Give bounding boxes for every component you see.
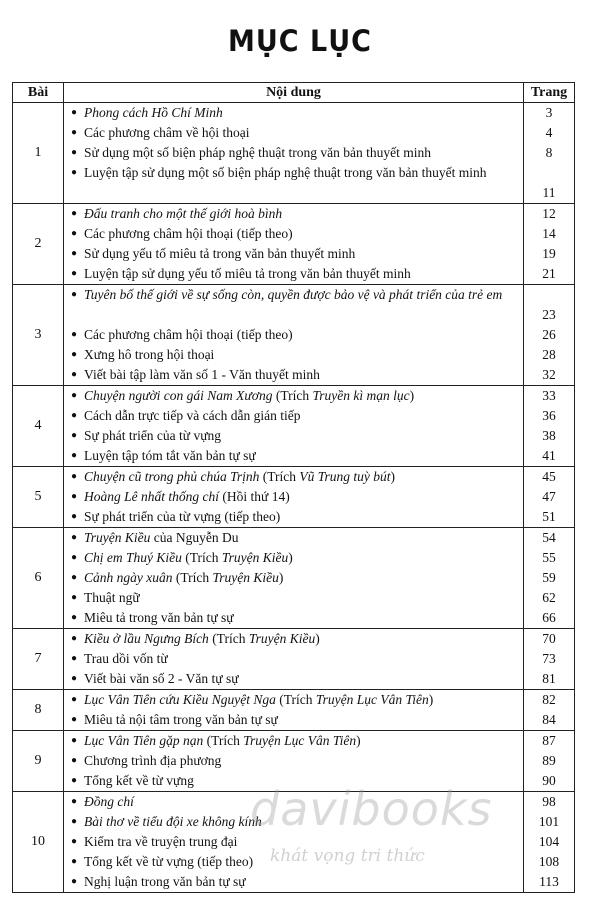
item-text xyxy=(84,386,523,406)
item-title: Truyện Kiều xyxy=(221,550,289,565)
table-row xyxy=(13,386,575,467)
lesson-number: 8 xyxy=(13,690,64,731)
lesson-number: 2 xyxy=(13,204,64,285)
list-item xyxy=(64,669,523,689)
page-number: 51 xyxy=(542,509,556,524)
lesson-number: 9 xyxy=(13,731,64,792)
list-item xyxy=(64,325,523,345)
item-title: Chuyện cũ trong phủ chúa Trịnh xyxy=(84,469,260,484)
item-text-part: (Trích xyxy=(275,692,316,707)
item-text-part: Viết bài tập làm văn số 1 - Văn thuyết minh xyxy=(84,367,320,382)
page-number: 89 xyxy=(542,753,556,768)
bullet-icon: ● xyxy=(70,735,78,746)
list-item xyxy=(64,224,523,244)
item-text xyxy=(84,507,523,527)
page-number: 21 xyxy=(542,266,556,281)
bullet-icon: ● xyxy=(70,836,78,847)
item-text-part: ) xyxy=(390,469,396,484)
bullet-icon: ● xyxy=(70,796,78,807)
page-number: 84 xyxy=(542,712,556,727)
bullet-icon: ● xyxy=(70,329,78,340)
item-title: Truyền kì mạn lục xyxy=(312,388,410,403)
lesson-pages xyxy=(524,690,575,731)
list-item xyxy=(64,528,523,548)
item-text-part: Xưng hô trong hội thoại xyxy=(84,347,215,362)
list-item xyxy=(64,649,523,669)
lesson-pages xyxy=(524,528,575,629)
bullet-icon: ● xyxy=(70,491,78,502)
lesson-contents xyxy=(64,285,524,386)
page-number: 47 xyxy=(542,489,556,504)
item-text xyxy=(84,244,523,264)
item-text xyxy=(84,123,523,143)
item-text xyxy=(84,163,523,203)
item-text-part: ) xyxy=(278,570,284,585)
list-item xyxy=(64,365,523,385)
list-item xyxy=(64,608,523,628)
page-number: 98 xyxy=(542,794,556,809)
item-title: Vũ Trung tuỳ bút xyxy=(299,469,391,484)
item-title: Truyện Lục Vân Tiên xyxy=(315,692,429,707)
list-item xyxy=(64,285,523,325)
item-text xyxy=(84,710,523,730)
item-title: Chị em Thuý Kiều xyxy=(84,550,182,565)
page-number: 4 xyxy=(545,125,553,140)
bullet-icon: ● xyxy=(70,816,78,827)
table-header-row xyxy=(13,83,575,103)
bullet-icon: ● xyxy=(70,147,78,158)
bullet-icon: ● xyxy=(70,673,78,684)
lesson-contents xyxy=(64,528,524,629)
bullet-icon: ● xyxy=(70,390,78,401)
item-title: Chuyện người con gái Nam Xương xyxy=(84,388,273,403)
page-number: 54 xyxy=(542,530,556,545)
list-item xyxy=(64,345,523,365)
lesson-contents xyxy=(64,386,524,467)
watermark-slogan: khát vọng tri thức xyxy=(270,846,425,866)
list-item xyxy=(64,163,523,203)
item-text-part: Các phương châm về hội thoại xyxy=(84,125,250,140)
bullet-icon: ● xyxy=(70,876,78,887)
item-text-part: Nghị luận trong văn bản tự sự xyxy=(84,874,246,889)
item-text-part: Tổng kết về từ vựng xyxy=(84,773,194,788)
bullet-icon: ● xyxy=(70,694,78,705)
item-text-part: Sự phát triển của từ vựng (tiếp theo) xyxy=(84,509,281,524)
item-text-part: (Trích xyxy=(259,469,300,484)
item-text xyxy=(84,406,523,426)
page-number: 70 xyxy=(542,631,556,646)
bullet-icon: ● xyxy=(70,511,78,522)
item-text xyxy=(84,224,523,244)
bullet-icon: ● xyxy=(70,349,78,360)
item-text xyxy=(84,325,523,345)
item-text xyxy=(84,285,523,325)
item-text-part: Viết bài văn số 2 - Văn tự sự xyxy=(84,671,239,686)
page-number: 45 xyxy=(542,469,556,484)
item-text xyxy=(84,204,523,224)
item-title: Kiều ở lầu Ngưng Bích xyxy=(84,631,209,646)
table-row xyxy=(13,528,575,629)
header-lesson: Bài xyxy=(13,83,64,103)
bullet-icon: ● xyxy=(70,755,78,766)
page-number: 41 xyxy=(542,448,556,463)
list-item xyxy=(64,244,523,264)
bullet-icon: ● xyxy=(70,228,78,239)
bullet-icon: ● xyxy=(70,248,78,259)
lesson-contents xyxy=(64,690,524,731)
table-row xyxy=(13,103,575,204)
item-text-part: Luyện tập sử dụng yếu tố miêu tả trong văn bản thuyết minh xyxy=(84,266,411,281)
lesson-pages xyxy=(524,792,575,893)
list-item xyxy=(64,507,523,527)
item-text xyxy=(84,103,523,123)
list-item xyxy=(64,487,523,507)
list-item xyxy=(64,123,523,143)
lesson-pages xyxy=(524,629,575,690)
item-text-part: Thuật ngữ xyxy=(84,590,140,605)
bullet-icon: ● xyxy=(70,107,78,118)
lesson-number: 6 xyxy=(13,528,64,629)
bullet-icon: ● xyxy=(70,856,78,867)
list-item xyxy=(64,751,523,771)
item-text xyxy=(84,568,523,588)
list-item xyxy=(64,690,523,710)
item-text-part: (Hồi thứ 14) xyxy=(219,489,290,504)
list-item xyxy=(64,446,523,466)
table-row xyxy=(13,285,575,386)
item-title: Truyện Kiều xyxy=(84,530,151,545)
item-title: Phong cách Hồ Chí Minh xyxy=(84,105,223,120)
lesson-contents xyxy=(64,204,524,285)
bullet-icon: ● xyxy=(70,612,78,623)
item-text-part: Luyện tập sử dụng một số biện pháp nghệ thuật trong văn bản thuyết minh xyxy=(84,165,487,180)
toc-table xyxy=(12,82,575,893)
lesson-number: 1 xyxy=(13,103,64,204)
header-page: Trang xyxy=(524,83,575,103)
item-text xyxy=(84,690,523,710)
header-content: Nội dung xyxy=(64,83,524,103)
bullet-icon: ● xyxy=(70,592,78,603)
list-item xyxy=(64,568,523,588)
item-text-part: Luyện tập tóm tắt văn bản tự sự xyxy=(84,448,256,463)
lesson-number: 4 xyxy=(13,386,64,467)
bullet-icon: ● xyxy=(70,552,78,563)
item-title: Lục Vân Tiên cứu Kiều Nguyệt Nga xyxy=(84,692,276,707)
item-text-part: (Trích xyxy=(203,733,244,748)
item-text xyxy=(84,629,523,649)
item-text-part: Sự phát triển của từ vựng xyxy=(84,428,222,443)
page-number: 59 xyxy=(542,570,556,585)
list-item xyxy=(64,467,523,487)
item-title: Lục Vân Tiên gặp nạn xyxy=(84,733,204,748)
item-title: Truyện Kiều xyxy=(212,570,279,585)
item-text-part: (Trích xyxy=(181,550,222,565)
item-title: Truyện Kiều xyxy=(248,631,316,646)
bullet-icon: ● xyxy=(70,532,78,543)
page-number: 8 xyxy=(545,145,553,160)
bullet-icon: ● xyxy=(70,775,78,786)
list-item xyxy=(64,204,523,224)
item-text xyxy=(84,345,523,365)
bullet-icon: ● xyxy=(70,450,78,461)
table-row xyxy=(13,204,575,285)
item-text-part: ) xyxy=(428,692,434,707)
item-title: Cảnh ngày xuân xyxy=(84,570,173,585)
item-title: Hoàng Lê nhất thống chí xyxy=(84,489,219,504)
item-text-part: Cách dẫn trực tiếp và cách dẫn gián tiếp xyxy=(84,408,301,423)
lesson-pages xyxy=(524,731,575,792)
item-title: Bài thơ về tiểu đội xe không kính xyxy=(84,814,262,829)
page-number: 14 xyxy=(542,226,556,241)
page-number: 81 xyxy=(542,671,556,686)
item-text xyxy=(84,487,523,507)
item-text xyxy=(84,731,523,751)
item-text xyxy=(84,143,523,163)
page-number: 101 xyxy=(538,814,560,829)
item-text xyxy=(84,669,523,689)
page-number: 23 xyxy=(542,307,556,322)
lesson-contents xyxy=(64,467,524,528)
list-item xyxy=(64,588,523,608)
item-text-part: Tổng kết về từ vựng (tiếp theo) xyxy=(84,854,254,869)
table-row xyxy=(13,467,575,528)
bullet-icon: ● xyxy=(70,410,78,421)
lesson-number: 5 xyxy=(13,467,64,528)
list-item xyxy=(64,872,523,892)
item-text xyxy=(84,649,523,669)
watermark-brand: davibooks xyxy=(250,782,493,836)
list-item xyxy=(64,731,523,751)
item-text-part: (Trích xyxy=(172,570,213,585)
item-text xyxy=(84,467,523,487)
list-item xyxy=(64,629,523,649)
table-row xyxy=(13,629,575,690)
list-item xyxy=(64,386,523,406)
bullet-icon: ● xyxy=(70,430,78,441)
bullet-icon: ● xyxy=(70,369,78,380)
item-text-part: Trau dồi vốn từ xyxy=(84,651,168,666)
item-text xyxy=(84,588,523,608)
item-text xyxy=(84,446,523,466)
page-number: 62 xyxy=(542,590,556,605)
bullet-icon: ● xyxy=(70,572,78,583)
lesson-pages xyxy=(524,467,575,528)
item-text-part: (Trích xyxy=(272,388,313,403)
item-text-part: ) xyxy=(409,388,415,403)
item-text xyxy=(84,548,523,568)
item-title: Đấu tranh cho một thế giới hoà bình xyxy=(84,206,283,221)
item-text-part: Kiểm tra về truyện trung đại xyxy=(84,834,238,849)
lesson-pages xyxy=(524,285,575,386)
item-text xyxy=(84,751,523,771)
page-number: 32 xyxy=(542,367,556,382)
page-number: 113 xyxy=(539,874,559,889)
item-text-part: Miêu tả nội tâm trong văn bản tự sự xyxy=(84,712,278,727)
list-item xyxy=(64,406,523,426)
page-number: 73 xyxy=(542,651,556,666)
page-number: 19 xyxy=(542,246,556,261)
item-text-part: ) xyxy=(315,631,320,646)
lesson-contents xyxy=(64,629,524,690)
page-number: 66 xyxy=(542,610,556,625)
item-title: Đồng chí xyxy=(84,794,134,809)
page-number: 26 xyxy=(542,327,556,342)
page-number: 82 xyxy=(542,692,556,707)
bullet-icon: ● xyxy=(70,167,78,178)
page-number: 108 xyxy=(538,854,560,869)
item-text-part: Các phương châm hội thoại (tiếp theo) xyxy=(84,226,293,241)
list-item xyxy=(64,710,523,730)
item-text-part: Sử dụng một số biện pháp nghệ thuật trong văn bản thuyết minh xyxy=(84,145,432,160)
page-number: 36 xyxy=(542,408,556,423)
item-text xyxy=(84,426,523,446)
bullet-icon: ● xyxy=(70,714,78,725)
page-number: 3 xyxy=(545,105,553,120)
list-item xyxy=(64,548,523,568)
page-number: 33 xyxy=(542,388,556,403)
page-number: 38 xyxy=(542,428,556,443)
page-number: 28 xyxy=(542,347,556,362)
item-text xyxy=(84,872,523,892)
bullet-icon: ● xyxy=(70,653,78,664)
item-text-part: (Trích xyxy=(208,631,249,646)
list-item xyxy=(64,103,523,123)
list-item xyxy=(64,143,523,163)
bullet-icon: ● xyxy=(70,268,78,279)
lesson-pages xyxy=(524,204,575,285)
table-row xyxy=(13,690,575,731)
item-title: Tuyên bố thế giới về sự sống còn, quyền được bảo vệ và phát triển của trẻ em xyxy=(84,287,503,302)
lesson-contents xyxy=(64,103,524,204)
page-title: MỤC LỤC xyxy=(228,24,372,59)
lesson-number: 3 xyxy=(13,285,64,386)
item-title: Truyện Lục Vân Tiên xyxy=(243,733,357,748)
lesson-pages xyxy=(524,103,575,204)
item-text-part: ) xyxy=(356,733,361,748)
bullet-icon: ● xyxy=(70,633,78,644)
item-text-part: Chương trình địa phương xyxy=(84,753,222,768)
bullet-icon: ● xyxy=(70,208,78,219)
list-item xyxy=(64,426,523,446)
page-number: 11 xyxy=(542,185,556,200)
page-number: 90 xyxy=(542,773,556,788)
bullet-icon: ● xyxy=(70,289,78,300)
page-number: 104 xyxy=(538,834,560,849)
list-item xyxy=(64,264,523,284)
bullet-icon: ● xyxy=(70,127,78,138)
item-text xyxy=(84,264,523,284)
lesson-pages xyxy=(524,386,575,467)
page-number: 12 xyxy=(542,206,556,221)
page-number: 55 xyxy=(542,550,556,565)
item-text-part: của Nguyễn Du xyxy=(150,530,239,545)
item-text-part: Các phương châm hội thoại (tiếp theo) xyxy=(84,327,293,342)
item-text-part: Sử dụng yếu tố miêu tả trong văn bản thuyết minh xyxy=(84,246,356,261)
lesson-number: 10 xyxy=(13,792,64,893)
lesson-number: 7 xyxy=(13,629,64,690)
item-text xyxy=(84,365,523,385)
item-text xyxy=(84,528,523,548)
item-text-part: ) xyxy=(288,550,293,565)
page-number: 87 xyxy=(542,733,556,748)
bullet-icon: ● xyxy=(70,471,78,482)
item-text-part: Miêu tả trong văn bản tự sự xyxy=(84,610,234,625)
item-text xyxy=(84,608,523,628)
